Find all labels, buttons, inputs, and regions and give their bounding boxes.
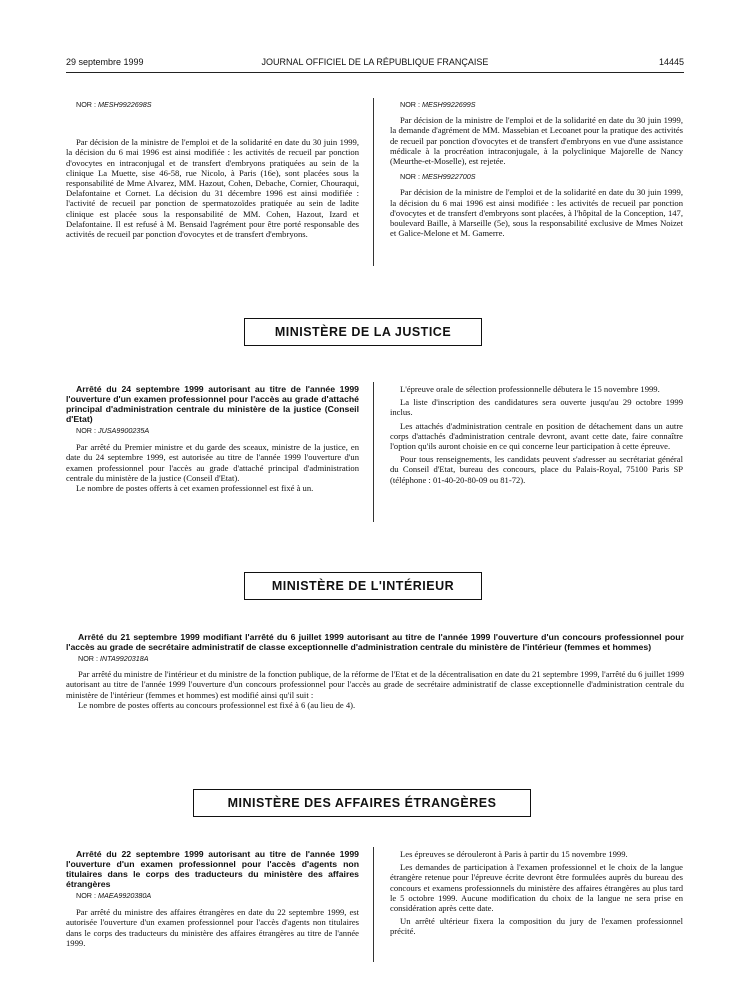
top-left-column [66, 100, 359, 239]
nor-code: MESH9922700S [421, 172, 476, 182]
nor-label: NOR : [400, 100, 420, 109]
arrete-paragraph: Les épreuves se dérouleront à Paris à partir du 15 novembre 1999. [400, 849, 628, 859]
arrete-title: Arrêté du 24 septembre 1999 autorisant au titre de l'année 1999 l'ouverture d'un examen professionnel pour l'accès au grade d'attaché principal d'administration centrale du ministère de la justice (Conseil d'Etat) [66, 384, 359, 424]
journal-title: JOURNAL OFFICIEL DE LA RÉPUBLIQUE FRANÇAISE [261, 57, 489, 67]
nor-line [66, 654, 684, 664]
header-date: 29 septembre 1999 [66, 57, 144, 67]
section-heading-justice: MINISTÈRE DE LA JUSTICE [244, 318, 482, 346]
nor-label: NOR : [76, 100, 96, 109]
nor-label: NOR : [78, 654, 98, 663]
arrete-paragraph: Par arrêté du ministre de l'intérieur et du ministre de la fonction publique, de la réforme de l'Etat et de la décentralisation en date du 21 septembre 1999, l'arrêté du 6 juillet 1999 autorisant au titre de l'année 1999 l'ouverture d'un concours professionnel pour l'accès au grade de secrétaire administratif de classe exceptionnelle d'administration centrale du ministère de l'intérieur (femmes et hommes) est modifié ainsi qu'il suit : [66, 669, 685, 700]
justice-right-column [390, 384, 683, 485]
nor-code: MESH9922699S [421, 100, 476, 109]
nor-line [66, 891, 359, 901]
etrangeres-left-column [66, 849, 359, 948]
arrete-paragraph: Les demandes de participation à l'examen professionnel et le choix de la langue étrangère retenue pour l'épreuve écrite devront être formulées auprès du bureau des concours et examens professionnels du ministère des affaires étrangères au plus tard le 5 octobre 1999. Aucune modification du choix de la langue ne sera prise en considération après cette date. [390, 862, 683, 914]
arrete-paragraph: Un arrêté ultérieur fixera la composition du jury de l'examen professionnel précité. [390, 916, 683, 937]
arrete-paragraph: Le nombre de postes offerts à cet examen professionnel est fixé à un. [76, 483, 314, 494]
justice-left-column [66, 384, 359, 493]
top-right-column [390, 100, 683, 238]
arrete-title: Arrêté du 22 septembre 1999 autorisant au titre de l'année 1999 l'ouverture d'un examen professionnel pour l'accès d'agents non titulaires dans le corps des traducteurs du ministère des affaires étrangères [66, 849, 359, 889]
page-header [66, 57, 684, 71]
section-heading-interieur: MINISTÈRE DE L'INTÉRIEUR [244, 572, 482, 600]
arrete-paragraph: Le nombre de postes offerts au concours professionnel est fixé à 6 (au lieu de 4). [78, 699, 356, 710]
column-divider [373, 847, 374, 962]
arrete-paragraph: La liste d'inscription des candidatures sera ouverte jusqu'au 29 octobre 1999 inclus. [390, 397, 683, 418]
section-heading-affaires-etrangeres: MINISTÈRE DES AFFAIRES ÉTRANGÈRES [193, 789, 531, 817]
arrete-paragraph: Pour tous renseignements, les candidats peuvent s'adresser au secrétariat général du Conseil d'Etat, bureau des concours, place du Palais-Royal, 75100 Paris SP (téléphone : 01-40-20-80-09 ou 81-72). [390, 454, 683, 485]
nor-line [66, 100, 359, 110]
arrete-paragraph: L'épreuve orale de sélection professionnelle débutera le 15 novembre 1999. [400, 384, 660, 394]
nor-label: NOR : [400, 172, 420, 182]
nor-code: INTA9920318A [99, 654, 149, 663]
decision-paragraph: Par décision de la ministre de l'emploi et de la solidarité en date du 30 juin 1999, la décision du 6 mai 1996 est ainsi modifiée : les activités de recueil par ponction d'ovocytes en intraconjugal et de transfert d'embryons pratiquées au sein de la clinique La Muette, sise 46-58, rue Nicolo, à Paris (16e), sont placées sous la responsabilité de Mme Alvarez, MM. Hazout, Cohen, Debache, Cornier, Chouraqui, Delafontaine et Cornet. La décision du 31 décembre 1996 est ainsi modifiée : l'activité de recueil par ponction de spermatozoïdes pratiquée au sein de ladite clinique est placée sous la responsabilité de MM. Cohen, Hazout, Izard et Delafontaine. Il est refusé à M. Bensaid l'agrément pour être porté responsable des activités de recueil par ponction d'ovocytes et de transfert d'embryons. [66, 137, 359, 240]
arrete-paragraph: Par arrêté du ministre des affaires étrangères en date du 22 septembre 1999, est autorisée l'ouverture d'un examen professionnel pour l'accès d'agents non titulaires dans le corps des traducteurs du ministère des affaires étrangères au titre de l'année 1999. [66, 907, 359, 948]
nor-line [390, 172, 683, 182]
nor-code: JUSA9900235A [97, 426, 150, 435]
column-divider [373, 98, 374, 266]
etrangeres-right-column [390, 849, 683, 937]
interieur-section [66, 632, 684, 710]
nor-code: MAEA9920380A [97, 891, 152, 900]
arrete-title: Arrêté du 21 septembre 1999 modifiant l'arrêté du 6 juillet 1999 autorisant au titre de l'année 1999 l'ouverture d'un concours professionnel pour l'accès au grade de secrétaire administratif de classe exceptionnelle d'administration centrale du ministère de l'intérieur (femmes et hommes) [66, 632, 684, 652]
decision-paragraph: Par décision de la ministre de l'emploi et de la solidarité en date du 30 juin 1999, la demande d'agrément de MM. Massebian et Lecoanet pour la pratique des activités de recueil par ponction d'ovocytes et de transfert d'embryons en vue d'une assistance médicale à la procréation intraconjugale, à la polyclinique Majorelle de Nancy (Meurthe-et-Moselle), est rejetée. [390, 115, 683, 167]
nor-code: MESH9922698S [97, 100, 152, 109]
nor-line [66, 426, 359, 436]
header-rule [66, 72, 684, 73]
nor-line [390, 100, 683, 110]
page-number: 14445 [658, 57, 684, 67]
decision-paragraph: Par décision de la ministre de l'emploi et de la solidarité en date du 30 juin 1999, la décision du 6 mai 1996 est ainsi modifiée : les activités de recueil par ponction d'ovocytes et de transfert d'embryons sont placées, à l'hôpital de la Conception, 147, boulevard Baille, à Marseille (5e), sous la responsabilité exclusive de Mmes Noizet et Galice-Melone et M. Gamerre. [390, 187, 683, 239]
arrete-paragraph: Les attachés d'administration centrale en position de détachement dans un autre corps d'attachés d'administration centrale devront, avant cette date, faire connaître l'option qu'ils auront choisie en ce qui concerne leur participation à cette épreuve. [390, 420, 683, 452]
nor-label: NOR : [76, 426, 96, 435]
column-divider [373, 382, 374, 522]
arrete-paragraph: Par arrêté du Premier ministre et du garde des sceaux, ministre de la justice, en date du 24 septembre 1999, est autorisée au titre de l'année 1999 l'ouverture d'un examen professionnel pour l'accès au grade d'attaché principal d'administration centrale du ministère de la justice (Conseil d'Etat). [66, 442, 359, 483]
nor-label: NOR : [76, 891, 96, 900]
